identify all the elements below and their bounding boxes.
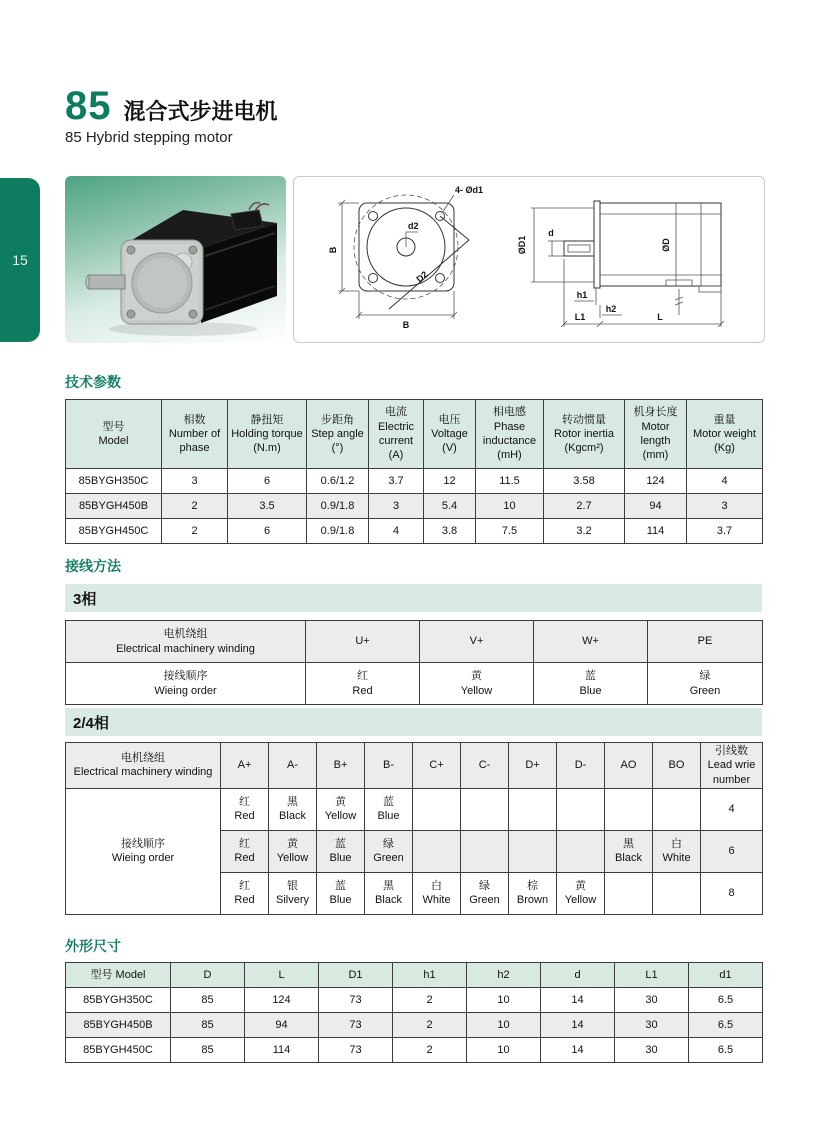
wire-color: 白 White bbox=[413, 872, 461, 914]
cell: 4 bbox=[687, 469, 763, 494]
wire-color: 银 Silvery bbox=[269, 872, 317, 914]
wire-color: 红 Red bbox=[221, 788, 269, 830]
dimension-drawings bbox=[293, 176, 765, 343]
terminal: A- bbox=[269, 743, 317, 789]
cell: 73 bbox=[319, 1038, 393, 1063]
dim-label-od: ØD bbox=[661, 238, 671, 252]
cell: 2 bbox=[393, 988, 467, 1013]
wire-color: 红 Red bbox=[221, 830, 269, 872]
stepper-motor-photo-icon bbox=[65, 176, 286, 343]
cell: 3.7 bbox=[687, 519, 763, 544]
cell-model: 85BYGH450C bbox=[66, 1038, 171, 1063]
dimensions-table bbox=[65, 962, 763, 1063]
front-view-drawing bbox=[328, 185, 483, 330]
wire-color: 黄 Yellow bbox=[557, 872, 605, 914]
wire-color: 绿 Green bbox=[365, 830, 413, 872]
cell: 73 bbox=[319, 1013, 393, 1038]
cell: 85 bbox=[171, 1038, 245, 1063]
wire-color-empty bbox=[413, 830, 461, 872]
cell: 114 bbox=[625, 519, 687, 544]
col-header-inductance: 相电感 Phase inductance (mH) bbox=[476, 400, 544, 469]
dim-label-h1: h1 bbox=[576, 290, 588, 300]
cell: 94 bbox=[625, 494, 687, 519]
col-header-weight: 重量 Motor weight (Kg) bbox=[687, 400, 763, 469]
cell: 2 bbox=[162, 519, 228, 544]
dims-row-450c bbox=[66, 1038, 763, 1063]
wire-color-empty bbox=[605, 872, 653, 914]
dim-label-h2: h2 bbox=[605, 304, 617, 314]
col-header: 型号 Model bbox=[66, 963, 171, 988]
cell: 14 bbox=[541, 1013, 615, 1038]
series-number: 85 bbox=[65, 84, 112, 128]
wire-color-empty bbox=[653, 788, 701, 830]
cell: 10 bbox=[467, 988, 541, 1013]
order-label: 接线顺序 Wieing order bbox=[66, 788, 221, 914]
cell: 2 bbox=[393, 1013, 467, 1038]
wire-color: 绿 Green bbox=[648, 663, 763, 705]
cell-model: 85BYGH450C bbox=[66, 519, 162, 544]
order-label: 接线顺序 Wieing order bbox=[66, 663, 306, 705]
terminal: D+ bbox=[509, 743, 557, 789]
wire-color: 蓝 Blue bbox=[534, 663, 648, 705]
terminal: PE bbox=[648, 621, 763, 663]
col-header-step-angle: 步距角 Step angle (°) bbox=[307, 400, 369, 469]
lead-count: 4 bbox=[701, 788, 763, 830]
side-view-drawing bbox=[517, 201, 724, 327]
tech-row-350c bbox=[66, 469, 763, 494]
col-header: L bbox=[245, 963, 319, 988]
wire-color: 蓝 Blue bbox=[365, 788, 413, 830]
cell: 85 bbox=[171, 1013, 245, 1038]
subsection-bar-3-phase bbox=[65, 584, 762, 612]
col-header-current: 电流 Electric current (A) bbox=[369, 400, 424, 469]
col-header-torque: 静扭矩 Holding torque (N.m) bbox=[228, 400, 307, 469]
wire-color: 黑 Black bbox=[269, 788, 317, 830]
cell: 0.9/1.8 bbox=[307, 519, 369, 544]
cell: 12 bbox=[424, 469, 476, 494]
wire-color-empty bbox=[605, 788, 653, 830]
terminal: W+ bbox=[534, 621, 648, 663]
wire-color: 红 Red bbox=[306, 663, 420, 705]
wire-color: 蓝 Blue bbox=[317, 830, 365, 872]
cell: 124 bbox=[245, 988, 319, 1013]
technical-drawing-icon bbox=[294, 177, 762, 340]
winding-label: 电机绕组 Electrical machinery winding bbox=[66, 743, 221, 789]
page-subtitle: 85 Hybrid stepping motor bbox=[65, 129, 233, 146]
terminal: B- bbox=[365, 743, 413, 789]
cell: 30 bbox=[615, 988, 689, 1013]
wire-color: 黄 Yellow bbox=[420, 663, 534, 705]
wire-color: 黑 Black bbox=[605, 830, 653, 872]
dims-header-row bbox=[66, 963, 763, 988]
col-header: d1 bbox=[689, 963, 763, 988]
dim-label-d: d bbox=[548, 228, 554, 238]
wire-color: 黄 Yellow bbox=[317, 788, 365, 830]
col-header: d bbox=[541, 963, 615, 988]
wire-color: 棕 Brown bbox=[509, 872, 557, 914]
cell: 73 bbox=[319, 988, 393, 1013]
terminal: B+ bbox=[317, 743, 365, 789]
winding-row bbox=[66, 743, 763, 789]
cell-model: 85BYGH350C bbox=[66, 469, 162, 494]
dim-label-od1: ØD1 bbox=[517, 235, 527, 255]
cell: 3.8 bbox=[424, 519, 476, 544]
subsection-bar-2-4-phase bbox=[65, 708, 762, 736]
cell: 10 bbox=[467, 1038, 541, 1063]
cell: 10 bbox=[476, 494, 544, 519]
lead-number-header: 引线数 Lead wrie number bbox=[701, 743, 763, 789]
wire-color: 蓝 Blue bbox=[317, 872, 365, 914]
wiring-3phase-table bbox=[65, 620, 763, 705]
wire-color-empty bbox=[653, 872, 701, 914]
terminal: D- bbox=[557, 743, 605, 789]
terminal: C+ bbox=[413, 743, 461, 789]
terminal: V+ bbox=[420, 621, 534, 663]
cell: 2.7 bbox=[544, 494, 625, 519]
cell: 85 bbox=[171, 988, 245, 1013]
dim-label-D2: D2 bbox=[414, 269, 430, 285]
tech-row-450b bbox=[66, 494, 763, 519]
terminal: U+ bbox=[306, 621, 420, 663]
cell: 94 bbox=[245, 1013, 319, 1038]
cell: 3.2 bbox=[544, 519, 625, 544]
col-header-inertia: 转动惯量 Rotor inertia (Kgcm²) bbox=[544, 400, 625, 469]
cell: 3 bbox=[162, 469, 228, 494]
cell: 6.5 bbox=[689, 988, 763, 1013]
cell: 14 bbox=[541, 1038, 615, 1063]
col-header: D bbox=[171, 963, 245, 988]
wire-order-row bbox=[66, 663, 763, 705]
dims-row-450b bbox=[66, 1013, 763, 1038]
page-number: 15 bbox=[12, 252, 28, 268]
lead-count: 8 bbox=[701, 872, 763, 914]
cell: 2 bbox=[393, 1038, 467, 1063]
cell: 6.5 bbox=[689, 1013, 763, 1038]
subsection-label: 2/4相 bbox=[73, 714, 109, 732]
winding-label: 电机绕组 Electrical machinery winding bbox=[66, 621, 306, 663]
cell-model: 85BYGH350C bbox=[66, 988, 171, 1013]
wire-order-row-4lead bbox=[66, 788, 763, 830]
cell: 3.7 bbox=[369, 469, 424, 494]
cell: 3 bbox=[369, 494, 424, 519]
cell: 3.5 bbox=[228, 494, 307, 519]
cell: 124 bbox=[625, 469, 687, 494]
page-header bbox=[65, 86, 278, 146]
tech-header-row bbox=[66, 400, 763, 469]
cell: 6 bbox=[228, 469, 307, 494]
page-title: 混合式步进电机 bbox=[123, 99, 278, 124]
terminal: AO bbox=[605, 743, 653, 789]
cell: 2 bbox=[162, 494, 228, 519]
wire-color: 白 White bbox=[653, 830, 701, 872]
cell: 4 bbox=[369, 519, 424, 544]
col-header-length: 机身长度 Motor length (mm) bbox=[625, 400, 687, 469]
col-header: L1 bbox=[615, 963, 689, 988]
dims-row-350c bbox=[66, 988, 763, 1013]
subsection-label: 3相 bbox=[73, 590, 97, 608]
winding-row bbox=[66, 621, 763, 663]
product-photo bbox=[65, 176, 286, 343]
cell: 30 bbox=[615, 1013, 689, 1038]
cell: 0.6/1.2 bbox=[307, 469, 369, 494]
cell-model: 85BYGH450B bbox=[66, 494, 162, 519]
wire-color-empty bbox=[557, 830, 605, 872]
col-header-model: 型号 Model bbox=[66, 400, 162, 469]
cell: 6 bbox=[228, 519, 307, 544]
page-number-tab bbox=[0, 178, 40, 342]
cell: 10 bbox=[467, 1013, 541, 1038]
wire-color-empty bbox=[509, 830, 557, 872]
col-header: D1 bbox=[319, 963, 393, 988]
dim-label-d2: d2 bbox=[408, 221, 419, 231]
lead-count: 6 bbox=[701, 830, 763, 872]
wire-color-empty bbox=[557, 788, 605, 830]
wire-color: 绿 Green bbox=[461, 872, 509, 914]
wire-color-empty bbox=[461, 830, 509, 872]
cell: 11.5 bbox=[476, 469, 544, 494]
wire-color-empty bbox=[461, 788, 509, 830]
col-header-phase: 相数 Number of phase bbox=[162, 400, 228, 469]
cell: 114 bbox=[245, 1038, 319, 1063]
col-header: h2 bbox=[467, 963, 541, 988]
wire-color: 黑 Black bbox=[365, 872, 413, 914]
cell: 3 bbox=[687, 494, 763, 519]
cell-model: 85BYGH450B bbox=[66, 1013, 171, 1038]
terminal: C- bbox=[461, 743, 509, 789]
col-header: h1 bbox=[393, 963, 467, 988]
cell: 3.58 bbox=[544, 469, 625, 494]
dim-label-4-od1: 4- Ød1 bbox=[455, 185, 484, 195]
wiring-24phase-table bbox=[65, 742, 763, 915]
col-header-voltage: 电压 Voltage (V) bbox=[424, 400, 476, 469]
dim-label-b-left: B bbox=[328, 246, 338, 254]
section-title-wiring: 接线方法 bbox=[65, 558, 121, 574]
cell: 30 bbox=[615, 1038, 689, 1063]
cell: 5.4 bbox=[424, 494, 476, 519]
terminal: A+ bbox=[221, 743, 269, 789]
tech-row-450c bbox=[66, 519, 763, 544]
cell: 6.5 bbox=[689, 1038, 763, 1063]
section-title-dimensions: 外形尺寸 bbox=[65, 938, 121, 954]
cell: 7.5 bbox=[476, 519, 544, 544]
wire-color: 黄 Yellow bbox=[269, 830, 317, 872]
tech-params-table bbox=[65, 399, 763, 544]
wire-color: 红 Red bbox=[221, 872, 269, 914]
dim-label-l1: L1 bbox=[574, 312, 586, 322]
dim-label-l: L bbox=[657, 312, 663, 322]
cell: 14 bbox=[541, 988, 615, 1013]
cell: 0.9/1.8 bbox=[307, 494, 369, 519]
section-title-tech-params: 技术参数 bbox=[65, 374, 121, 390]
terminal: BO bbox=[653, 743, 701, 789]
wire-color-empty bbox=[413, 788, 461, 830]
dim-label-b-bottom: B bbox=[402, 320, 410, 330]
wire-color-empty bbox=[509, 788, 557, 830]
